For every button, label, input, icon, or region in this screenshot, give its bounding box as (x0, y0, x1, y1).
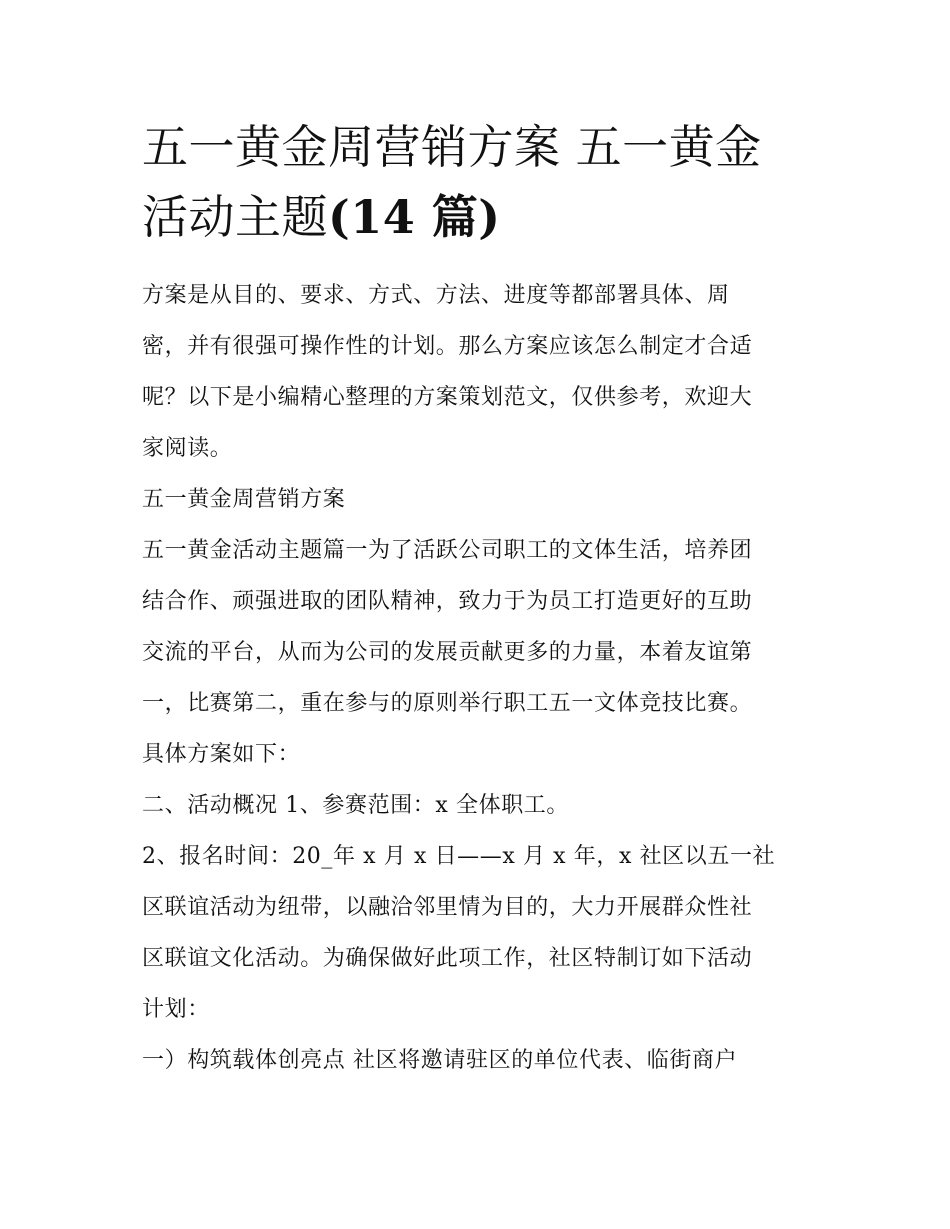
body-line: 一）构筑载体创亮点 社区将邀请驻区的单位代表、临街商户 (142, 1048, 738, 1073)
body-line: 二、活动概况 1、参赛范围：x 全体职工。 (142, 793, 569, 818)
title-count: (14 篇) (328, 190, 501, 244)
body-line: 结合作、顽强进取的团队精神，致力于为员工打造更好的互助 (142, 589, 753, 614)
title-line-2: 活动主题 (142, 190, 328, 244)
body-line: 呢？以下是小编精心整理的方案策划范文，仅供参考，欢迎大 (142, 385, 753, 410)
body-line: 密，并有很强可操作性的计划。那么方案应该怎么制定才合适 (142, 334, 753, 359)
body-line: 计划： (142, 997, 210, 1022)
document-body (142, 270, 814, 1086)
title-line-1: 五一黄金周营销方案 五一黄金 (142, 120, 762, 174)
section-heading: 五一黄金周营销方案 (142, 487, 346, 512)
body-line: 交流的平台，从而为公司的发展贡献更多的力量，本着友谊第 (142, 640, 753, 665)
body-line: 具体方案如下： (142, 742, 301, 767)
document-title (142, 112, 814, 252)
body-line: 区联谊文化活动。为确保做好此项工作，社区特制订如下活动 (142, 946, 753, 971)
body-line: 区联谊活动为纽带，以融洽邻里情为目的，大力开展群众性社 (142, 895, 753, 920)
body-line: 方案是从目的、要求、方式、方法、进度等都部署具体、周 (142, 283, 730, 308)
body-line: 2、报名时间：20_年 x 月 x 日——x 月 x 年，x 社区以五一社 (142, 844, 776, 869)
document-page (142, 112, 814, 1086)
body-line: 五一黄金活动主题篇一为了活跃公司职工的文体生活，培养团 (142, 538, 753, 563)
body-line: 一，比赛第二，重在参与的原则举行职工五一文体竞技比赛。 (142, 691, 753, 716)
body-line: 家阅读。 (142, 436, 233, 461)
